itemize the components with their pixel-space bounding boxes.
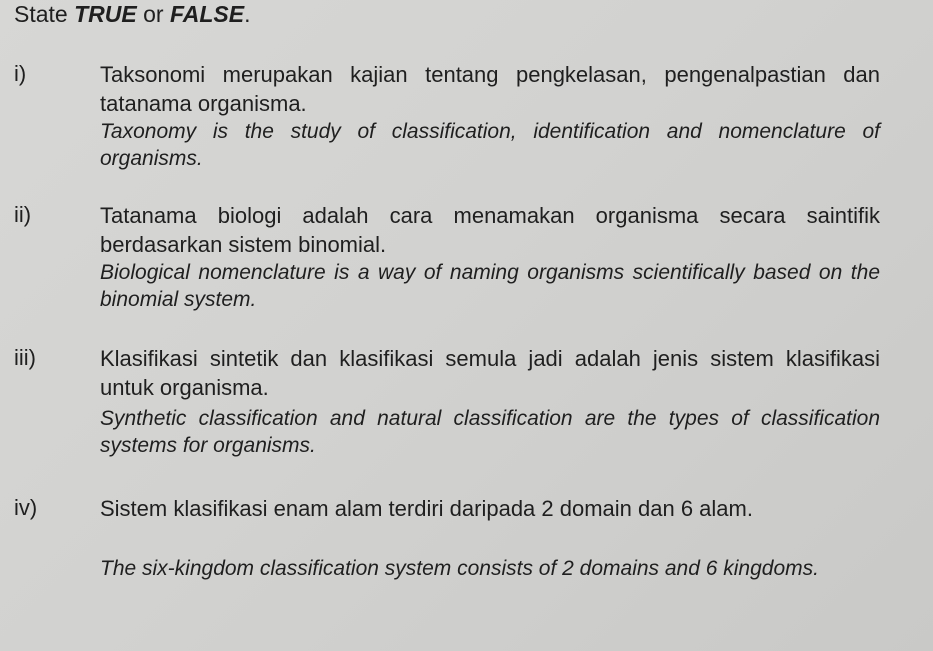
statement-malay-text: Taksonomi merupakan kajian tentang pengkelasan, pengenalpastian dan tatanama organisma.	[100, 62, 880, 116]
statement-malay-text: Sistem klasifikasi enam alam terdiri daripada 2 domain dan 6 alam.	[100, 496, 753, 521]
instruction-prefix: State	[14, 1, 75, 27]
instruction-heading	[14, 0, 250, 28]
instruction-middle: or	[136, 1, 170, 27]
statement-number: i)	[14, 61, 27, 86]
instruction-true-word: TRUE	[74, 1, 137, 27]
statement-english-text: The six-kingdom classification system consists of 2 domains and 6 kingdoms.	[100, 557, 819, 580]
statement-malay-text: Tatanama biologi adalah cara menamakan organisma secara saintifik berdasarkan sistem binomial.	[100, 203, 880, 257]
statement-number: ii)	[14, 202, 32, 227]
statement-number: iv)	[14, 495, 38, 520]
instruction-suffix: .	[244, 1, 251, 27]
statement-english-text: Taxonomy is the study of classification, identification and nomenclature of organisms.	[100, 120, 880, 170]
instruction-false-word: FALSE	[169, 1, 245, 27]
statement-malay-text: Klasifikasi sintetik dan klasifikasi semula jadi adalah jenis sistem klasifikasi untuk organisma.	[100, 346, 880, 400]
statement-english-text: Synthetic classification and natural classification are the types of classification systems for organisms.	[100, 407, 880, 457]
statement-number: iii)	[14, 345, 36, 370]
statement-english-text: Biological nomenclature is a way of naming organisms scientifically based on the binomial system.	[100, 261, 880, 311]
